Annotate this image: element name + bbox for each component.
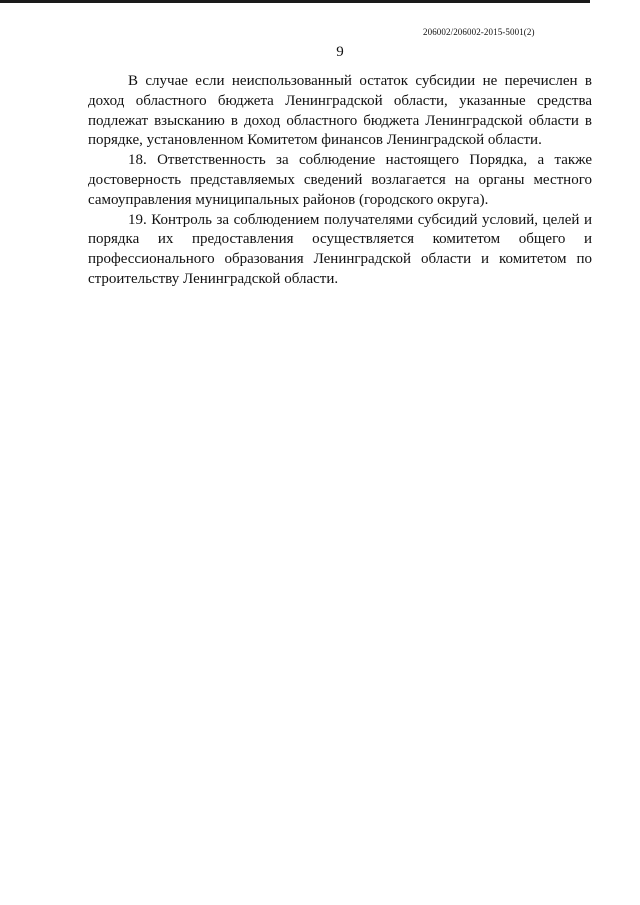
paragraph-18-responsibility: 18. Ответственность за соблюдение настоящего Порядка, а также достоверность представляемых сведений возлагается на органы местного самоуправления муниципальных районов (городского округа). <box>88 152 592 208</box>
top-border-line <box>0 0 590 3</box>
document-body <box>88 72 592 290</box>
paragraph-19-control: 19. Контроль за соблюдением получателями субсидий условий, целей и порядка их предоставления осуществляется комитетом общего и профессионального образования Ленинградской области и комитетом по строительству Ленинградской области. <box>88 211 592 287</box>
paragraph-unused-subsidy: В случае если неиспользованный остаток субсидии не перечислен в доход областного бюджета Ленинградской области, указанные средства подлежат взысканию в доход областного бюджета Ленинградской области в порядке, установленном Комитетом финансов Ленинградской области. <box>88 73 592 149</box>
document-id: 206002/206002-2015-5001(2) <box>423 27 535 37</box>
page-number: 9 <box>336 44 344 60</box>
